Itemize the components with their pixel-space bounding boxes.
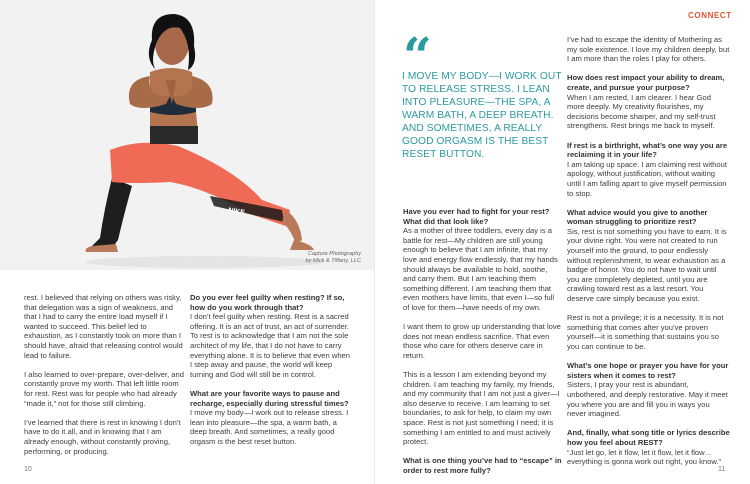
question-heading: Do you ever feel guilty when resting? If so, how do you work through that? <box>190 293 345 312</box>
answer-text: “Just let go, let it flow, let it flow, let it flow… everything is gonna work out right, you know.” <box>567 447 722 467</box>
question-heading: How does rest impact your ability to dream, create, and pursue your purpose? <box>567 73 725 92</box>
answer-text: I’ve had to escape the identity of Mothering as my sole existence. I love my children deeply, but I am more than the roles I play for others. <box>567 35 730 64</box>
answer-text: Sisters, I pray your rest is abundant, unbothered, and deeply restorative. May it meet you where you are and fill you in ways you never imagined. <box>567 380 728 419</box>
photo-illustration <box>0 0 375 270</box>
photo-credit-line2: by Mick & Tiffany, LLC <box>305 258 361 264</box>
woman-yoga-photo <box>0 0 375 270</box>
leggings-logo: NIKE <box>227 207 246 217</box>
answer-text: When I am rested, I am clearer. I hear God more deeply. My creativity flourishes, my decisions become sharper, and my self-trust strengthens. Rest brings me back to myself. <box>567 92 716 131</box>
photo-credit-line1: Capture Photography <box>307 251 361 257</box>
quote-mark-icon: “ <box>403 26 430 85</box>
answer-text: As a mother of three toddlers, every day is a battle for rest—My children are still young enough to believe that I am infinite, that my love and energy flow endlessly, that my hands should always be available to hold, soothe, and carry them. But I am teaching them something different. I am teaching them that even mothers have limits, that even I—so full of love for them—have needs of my own. <box>403 226 558 312</box>
answer-text: This is a lesson I am extending beyond my children. I am teaching my family, my friends, and my community that I am not just a giver—I also deserve to receive. I am learning to set boundaries, to ask for help, to claim my own space. Rest is not just something I need; it is something I am entitled to and must actively protect. <box>403 370 560 447</box>
answer-text: Sis, rest is not something you have to earn. It is your divine right. You were not created to run yourself into the ground, to pour endlessly without replenishment, to wear exhaustion as a badge of honor. You do not have to wait until you are completely depleted, until you are crawling toward rest as a last resort. You deserve care simply because you exist. <box>567 226 727 304</box>
question-heading: What’s one hope or prayer you have for your sisters when it comes to rest? <box>567 361 729 380</box>
pull-quote: I MOVE MY BODY—I WORK OUT TO RELEASE STRESS. I LEAN INTO PLEASURE—THE SPA, A WARM BATH, A DEEP BREATH. AND SOMETIMES, A REALLY GOOD ORGASM IS THE BEST RESET BUTTON. <box>402 71 562 160</box>
photo-credit <box>281 251 361 265</box>
answer-text: Rest is not a privilege; it is a necessity. It is not something that comes after you’ve proven yourself—it is something that sustains you so you can continue to be. <box>567 313 724 351</box>
paragraph: rest. I believed that relying on others was risky, that delegation was a sign of weakness, and that I had to carry the entire load myself if I wanted to succeed. This belief led to exhaustion, as I constantly took on more than I should have, afraid that releasing control would lead to failure. <box>24 293 183 360</box>
left-column-1 <box>24 293 184 466</box>
page-number-left: 10 <box>24 466 32 473</box>
question-heading: What is one thing you’ve had to “escape” in order to rest more fully? <box>403 456 562 476</box>
answer-text: I want them to grow up understanding that love does not mean endless sacrifice. That even those who care for others deserve care in return. <box>403 322 561 360</box>
paragraph: I also learned to over-prepare, over-deliver, and constantly prove my worth. That left little room for rest. Rest was for people who had already “made it,” not for those still climbing. <box>24 369 184 408</box>
left-column-2 <box>190 293 352 456</box>
answer-text: I am taking up space. I am claiming rest without apology, without justification, without waiting until I am falling apart to give myself permission to stop. <box>567 159 727 198</box>
magazine-brand-logo: CONNECT <box>688 11 732 20</box>
right-column-2 <box>567 35 730 476</box>
right-column-1 <box>403 207 562 476</box>
answer-text: I don’t feel guilty when resting. Rest is a sacred offering. It is an act of trust, an act of surrender. To rest is to acknowledge that I am not the sole architect of my life, that I do not have to carry everything alone. It is to believe that even when I step away and pause, the world will keep turning and God will still be in control. <box>190 312 350 379</box>
question-heading: What advice would you give to another woman struggling to prioritize rest? <box>567 207 708 227</box>
page-number-right: 11 <box>718 466 726 473</box>
answer-text: I move my body—I work out to release stress. I lean into pleasure—the spa, a warm bath, a deep breath. And sometimes, a really good orgasm is the best reset button. <box>190 408 349 446</box>
question-heading: And, finally, what song title or lyrics describe how you feel about REST? <box>567 428 730 447</box>
paragraph: I’ve learned that there is rest in knowing I don’t have to do it all, and in knowing that I am already enough, without constantly proving, performing, or producing. <box>24 417 181 456</box>
question-heading: Have you ever had to fight for your rest? What did that look like? <box>403 207 550 226</box>
question-heading: What are your favorite ways to pause and recharge, especially during stressful times? <box>190 388 349 408</box>
question-heading: If rest is a birthright, what’s one way you are reclaiming it in your life? <box>567 140 728 160</box>
